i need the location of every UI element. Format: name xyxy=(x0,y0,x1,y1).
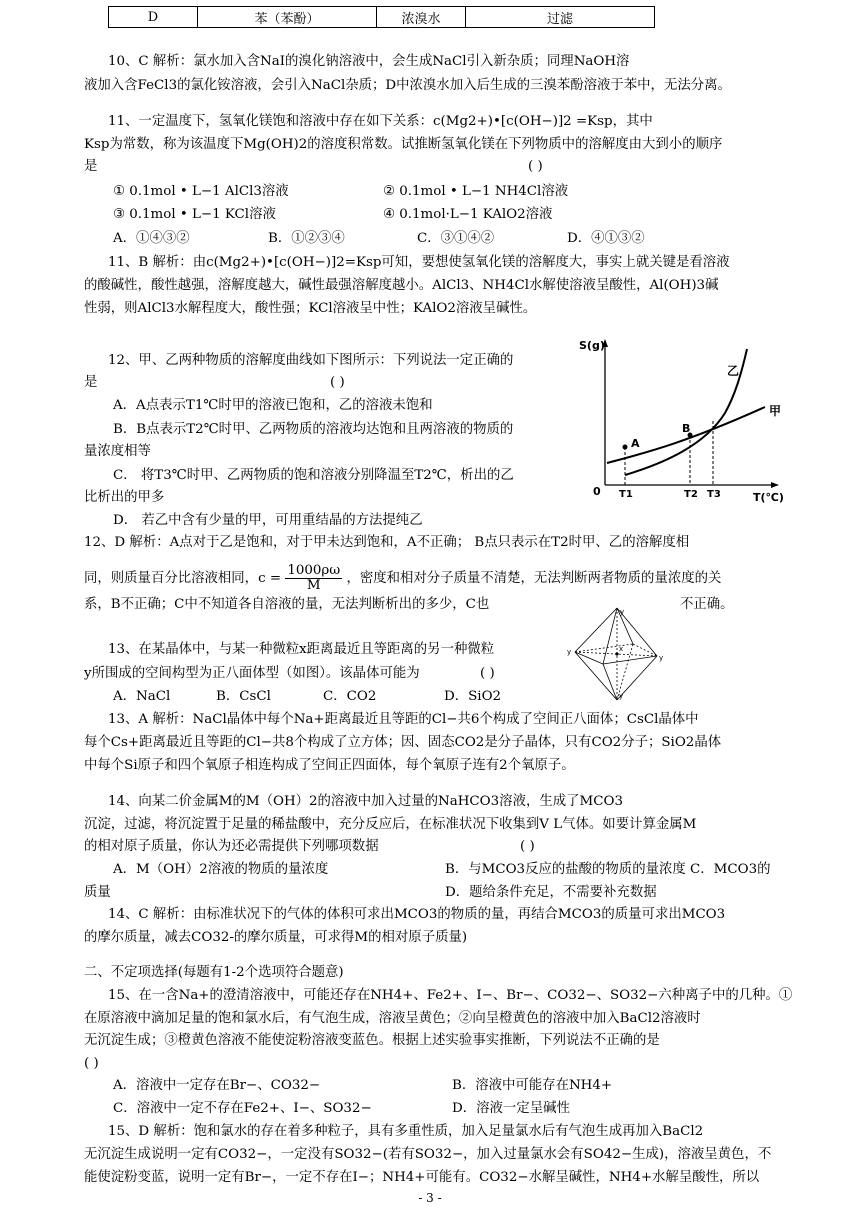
table-cell: 浓溴水 xyxy=(377,7,466,28)
x-axis-arrow xyxy=(771,482,779,488)
q14-stem: 的相对原子质量，你认为还必需提供下列哪项数据 xyxy=(84,839,379,854)
particle-y-label: y xyxy=(567,648,572,656)
q13-stem: 13、在某晶体中，与某一种微粒x距离最近且等距离的另一种微粒 xyxy=(108,642,495,657)
q14-option-c: 质量 xyxy=(84,885,111,900)
answer-blank[interactable]: ( ) xyxy=(480,666,495,681)
q14-answer-line: 的摩尔质量，减去CO32-的摩尔质量，可求得M的相对原子质量) xyxy=(84,930,468,945)
q15-option: D．溶液一定呈碱性 xyxy=(452,1101,570,1116)
table-cell: 过滤 xyxy=(466,7,655,28)
octa-edge xyxy=(603,608,617,664)
q12-option-d: D． 若乙中含有少量的甲，可用重结晶的方法提纯乙 xyxy=(113,513,423,528)
q15-option: C．溶液中一定不存在Fe2+、I−、SO32− xyxy=(113,1101,372,1116)
answer-blank[interactable]: ( ) xyxy=(528,159,543,174)
q10-answer-line: 10、C 解析：氯水加入含NaI的溴化钠溶液中，会生成NaCl引入新杂质；同理NaOH溶 xyxy=(108,54,630,69)
q12-option-b: 量浓度相等 xyxy=(84,444,151,459)
answer-table xyxy=(108,6,655,28)
table-cell: 苯（苯酚） xyxy=(198,7,377,28)
q13-answer-line: 中每个Si原子和四个氧原子相连构成了空间正四面体，每个氧原子连有2个氧原子。 xyxy=(84,758,575,773)
octa-edge xyxy=(575,644,633,652)
q14-option-d: D．题给条件充足，不需要补充数据 xyxy=(445,885,657,900)
q15-stem: 在原溶液中滴加足量的饱和氯水后，有气泡生成，溶液呈黄色；②向呈橙黄色的溶液中加入BaCl2溶液时 xyxy=(84,1011,701,1026)
answer-blank[interactable]: ( ) xyxy=(330,375,345,390)
q12-option-c: C． 将T3℃时甲、乙两物质的饱和溶液分别降温至T2℃，析出的乙 xyxy=(113,468,514,483)
table-row xyxy=(109,7,655,28)
origin-label: 0 xyxy=(593,485,601,498)
octa-edge xyxy=(603,656,657,664)
q13-answer-line: 每个Cs+距离最近且等距的Cl−共8个构成了立方体；因、固态CO2是分子晶体，只有CO2分子；SiO2晶体 xyxy=(84,735,722,750)
q12-stem: 12、甲、乙两种物质的溶解度曲线如下图所示：下列说法一定正确的 xyxy=(108,353,514,368)
q13-stem: y所围成的空间构型为正八面体型（如图）。该晶体可能为 xyxy=(84,666,420,681)
q11-stem: 11、一定温度下，氢氧化镁饱和溶液中存在如下关系：c(Mg2+)•[c(OH−)]2 =Ksp，其中 xyxy=(108,114,653,129)
q15-stem: 15、在一含Na+的澄清溶液中，可能还存在NH4+、Fe2+、I−、Br−、CO32−、SO32−六种离子中的几种。① xyxy=(108,988,793,1003)
particle-y-label: y xyxy=(619,692,624,700)
q11-option: D．④①③② xyxy=(567,231,645,246)
tick-t3: T3 xyxy=(707,489,721,500)
q10-answer-line: 液加入含FeCl3的氯化铵溶液，会引入NaCl杂质；D中浓溴水加入后生成的三溴苯酚溶液于苯中，无法分离。 xyxy=(84,78,731,93)
octa-edge xyxy=(603,664,617,700)
q15-option: A．溶液中一定存在Br−、CO32− xyxy=(113,1078,321,1093)
octa-edge xyxy=(575,608,617,652)
curve-jia-label: 甲 xyxy=(769,404,782,418)
q12-stem: 是 xyxy=(84,375,98,390)
tick-t2: T2 xyxy=(684,489,698,500)
q11-option: B．①②③④ xyxy=(268,231,345,246)
q13-option: D．SiO2 xyxy=(444,689,502,704)
q12-answer-line xyxy=(84,562,721,596)
q14-option-a: A．M（OH）2溶液的物质的量浓度 xyxy=(113,862,329,877)
particle-y-label: y xyxy=(620,608,625,616)
tick-t1: T1 xyxy=(619,489,633,500)
q12-answer-line: 不正确。 xyxy=(680,597,734,612)
q15-answer-line: 15、D 解析：饱和氯水的存在着多种粒子，具有多重性质，加入足量氯水后有气泡生成再加入BaCl2 xyxy=(108,1124,704,1139)
q11-stem: Ksp为常数，称为该温度下Mg(OH)2的溶度积常数。试推断氢氧化镁在下列物质中的溶解度由大到小的顺序 xyxy=(84,137,723,152)
answer-blank[interactable]: ( ) xyxy=(520,839,535,854)
octa-edge xyxy=(575,652,603,664)
y-axis-label: S(g) xyxy=(579,339,605,352)
answer-blank[interactable]: ( ) xyxy=(84,1056,99,1071)
q11-option: C．③①④② xyxy=(417,231,495,246)
q15-stem: 无沉淀生成；③橙黄色溶液不能使淀粉溶液变蓝色。根据上述实验事实推断，下列说法不正确的是 xyxy=(84,1033,660,1048)
particle-y-label: y xyxy=(659,654,664,662)
curve-jia xyxy=(607,407,765,463)
q12-answer-line: 12、D 解析：A点对于乙是饱和，对于甲未达到饱和，A不正确； B点只表示在T2时甲、乙的溶解度相 xyxy=(84,535,690,550)
q15-answer-line: 能使淀粉变蓝，说明一定有Br−，一定不存在I−；NH4+可能有。CO32−水解呈碱性，NH4+水解呈酸性，所以 xyxy=(84,1170,760,1185)
q11-item: ④ 0.1mol·L−1 KAlO2溶液 xyxy=(383,207,553,222)
q12-option-a: A．A点表示T1℃时甲的溶液已饱和，乙的溶液未饱和 xyxy=(113,398,433,413)
q11-answer-line: 性弱，则AlCl3水解程度大，酸性强；KCl溶液呈中性；KAlO2溶液呈碱性。 xyxy=(84,301,537,316)
octa-edge xyxy=(633,644,657,656)
q11-option: A．①④③② xyxy=(113,231,190,246)
formula-fraction xyxy=(285,564,342,593)
q14-answer-line: 14、C 解析：由标准状况下的气体的体积可求出MCO3的物质的量，再结合MCO3的质量可求出MCO3 xyxy=(108,907,726,922)
q14-stem: 14、向某二价金属M的M（OH）2的溶液中加入过量的NaHCO3溶液，生成了MCO3 xyxy=(108,794,623,809)
section-heading: 二、不定项选择(每题有1-2个选项符合题意) xyxy=(84,965,344,980)
table-cell: D xyxy=(109,7,198,28)
curve-yi-label: 乙 xyxy=(727,364,740,378)
q13-option: A．NaCl xyxy=(113,689,171,704)
q11-item: ③ 0.1mol • L−1 KCl溶液 xyxy=(113,207,276,222)
fraction-denominator: M xyxy=(306,578,321,593)
fraction-numerator: 1000ρω xyxy=(287,563,341,578)
q12-answer-text: 同，则质量百分比溶液相同，c = xyxy=(84,571,282,586)
q11-item: ① 0.1mol • L−1 AlCl3溶液 xyxy=(113,184,289,199)
q14-stem: 沉淀，过滤，将沉淀置于足量的稀盐酸中，充分反应后，在标准状况下收集到V L气体。如要计算金属M xyxy=(84,817,697,832)
q11-answer-line: 11、B 解析：由c(Mg2+)•[c(OH−)]2=Ksp可知，要想使氢氧化镁的溶解度大，事实上就关键是看溶液 xyxy=(108,255,730,270)
octa-edge xyxy=(575,652,617,700)
q11-item: ② 0.1mol • L−1 NH4Cl溶液 xyxy=(383,184,569,199)
q12-option-b: B．B点表示T2℃时甲、乙两物质的溶液均达饱和且两溶液的物质的 xyxy=(113,422,514,437)
q12-answer-line: 系，B不正确；C中不知道各自溶液的量，无法判断析出的多少，C也 xyxy=(84,597,490,612)
q11-answer-line: 的酸碱性，酸性越强，溶解度越大，碱性最强溶解度越小。AlCl3、NH4Cl水解使溶液呈酸性，Al(OH)3碱 xyxy=(84,278,719,293)
x-axis-label: T(℃) xyxy=(753,491,784,504)
solubility-graph xyxy=(579,335,785,505)
q12-answer-text: ，密度和相对分子质量不清楚，无法判断两者物质的量浓度的关 xyxy=(346,571,722,586)
particle-x-label: x xyxy=(619,645,624,653)
point-a-label: A xyxy=(631,437,640,450)
point-b-label: B xyxy=(682,422,691,435)
q13-option: C．CO2 xyxy=(323,689,377,704)
q11-stem: 是 xyxy=(84,159,98,174)
q13-option: B．CsCl xyxy=(216,689,271,704)
q15-option: B．溶液中可能存在NH4+ xyxy=(452,1078,613,1093)
octahedron-figure xyxy=(565,604,669,704)
q14-option-b: B．与MCO3反应的盐酸的物质的量浓度 C．MCO3的 xyxy=(445,862,771,877)
q15-answer-line: 无沉淀生成说明一定有CO32−，一定没有SO32−(若有SO32−，加入过量氯水会有SO42−生成)，溶液呈黄色，不 xyxy=(84,1147,772,1162)
page-number: - 3 - xyxy=(418,1191,442,1205)
q13-answer-line: 13、A 解析：NaCl晶体中每个Na+距离最近且等距的Cl−共6个构成了空间正八面体；CsCl晶体中 xyxy=(108,712,699,727)
q12-option-c: 比析出的甲多 xyxy=(84,490,165,505)
